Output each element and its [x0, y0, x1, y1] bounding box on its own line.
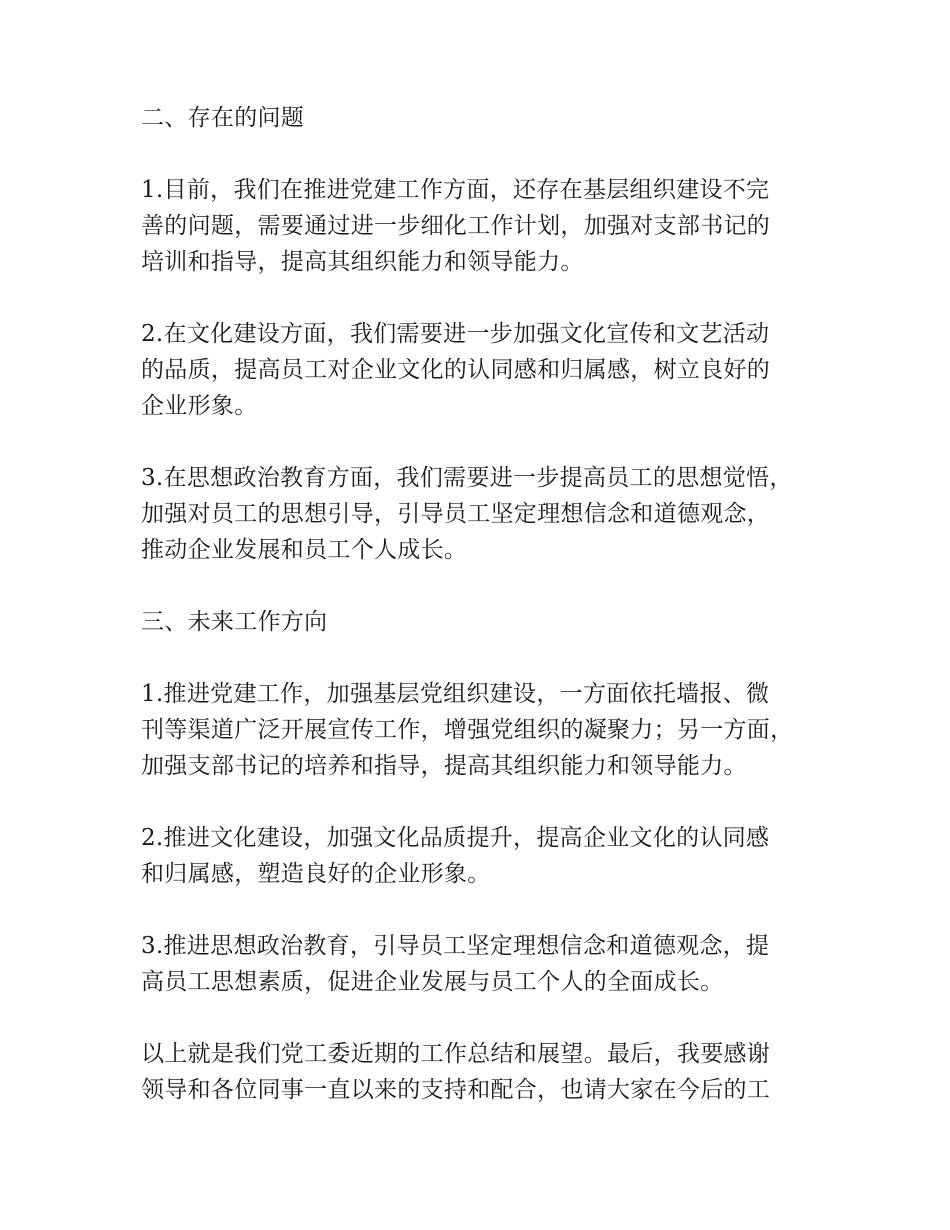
text-line: 1.目前，我们在推进党建工作方面，还存在基层组织建设不完 [141, 177, 770, 203]
closing-paragraph [141, 1036, 831, 1108]
document-body [141, 100, 831, 1144]
text-line: 以上就是我们党工委近期的工作总结和展望。最后，我要感谢 [141, 1041, 771, 1067]
text-line: 高员工思想素质，促进企业发展与员工个人的全面成长。 [141, 969, 724, 995]
text-line: 培训和指导，提高其组织能力和领导能力。 [141, 249, 584, 275]
problem-item-2 [141, 316, 831, 424]
text-line: 的品质，提高员工对企业文化的认同感和归属感，树立良好的 [141, 357, 771, 383]
text-line: 领导和各位同事一直以来的支持和配合，也请大家在今后的工 [141, 1077, 771, 1103]
text-line: 3.在思想政治教育方面，我们需要进一步提高员工的思想觉悟， [141, 465, 793, 491]
text-line: 和归属感，塑造良好的企业形象。 [141, 861, 491, 887]
section-heading [141, 604, 831, 640]
section-heading-text: 三、未来工作方向 [141, 609, 328, 635]
section-heading-text: 二、存在的问题 [141, 105, 305, 131]
text-line: 1.推进党建工作，加强基层党组织建设，一方面依托墙报、微 [141, 681, 770, 707]
section-heading [141, 100, 831, 136]
direction-item-1 [141, 676, 831, 784]
text-line: 加强对员工的思想引导，引导员工坚定理想信念和道德观念， [141, 501, 771, 527]
text-line: 推动企业发展和员工个人成长。 [141, 537, 468, 563]
problem-item-3 [141, 460, 831, 568]
text-line: 企业形象。 [141, 393, 258, 419]
text-line: 3.推进思想政治教育，引导员工坚定理想信念和道德观念，提 [141, 933, 770, 959]
direction-item-3 [141, 928, 831, 1000]
text-line: 2.在文化建设方面，我们需要进一步加强文化宣传和文艺活动 [141, 321, 770, 347]
text-line: 2.推进文化建设，加强文化品质提升，提高企业文化的认同感 [141, 825, 770, 851]
text-line: 加强支部书记的培养和指导，提高其组织能力和领导能力。 [141, 753, 747, 779]
text-line: 刊等渠道广泛开展宣传工作，增强党组织的凝聚力；另一方面， [141, 717, 794, 743]
direction-item-2 [141, 820, 831, 892]
text-line: 善的问题，需要通过进一步细化工作计划，加强对支部书记的 [141, 213, 771, 239]
problem-item-1 [141, 172, 831, 280]
